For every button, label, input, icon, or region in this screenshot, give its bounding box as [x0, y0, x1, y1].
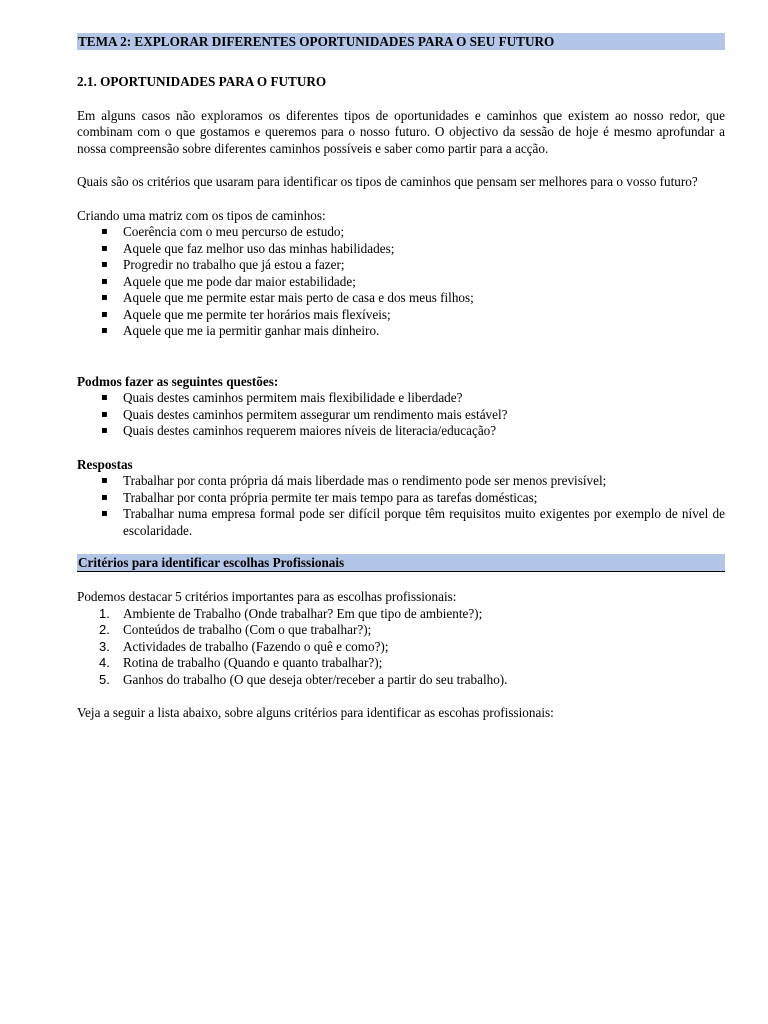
list-item-text: Trabalhar numa empresa formal pode ser difícil porque têm requisitos muito exigentes por exemplo de nível de escolaridade.: [123, 506, 725, 538]
list-item-text: Quais destes caminhos requerem maiores níveis de literacia/educação?: [123, 423, 497, 438]
answers-list: [77, 473, 725, 539]
criteria-intro: Podemos destacar 5 critérios importantes para as escolhas profissionais:: [77, 589, 457, 604]
list-number: 4.: [99, 655, 110, 670]
list-item: [77, 506, 725, 539]
bullet-icon: ▪: [101, 242, 108, 254]
bullet-icon: ▪: [101, 475, 108, 486]
list-item-text: Progredir no trabalho que já estou a fazer;: [123, 257, 345, 272]
list-item-text: Coerência com o meu percurso de estudo;: [123, 224, 345, 239]
list-item: [77, 323, 725, 340]
list-item: [77, 257, 725, 274]
list-item-text: Rotina de trabalho (Quando e quanto trabalhar?);: [123, 655, 383, 670]
bullet-icon: ▪: [101, 325, 108, 336]
bullet-icon: ▪: [101, 292, 108, 303]
list-item-text: Trabalhar por conta própria dá mais liberdade mas o rendimento pode ser menos previsível;: [123, 473, 607, 488]
questions-heading: Podmos fazer as seguintes questões:: [77, 373, 279, 389]
list-item-text: Aquele que faz melhor uso das minhas habilidades;: [123, 240, 395, 256]
list-item-text: Quais destes caminhos permitem mais flexibilidade e liberdade?: [123, 390, 463, 405]
list-number: 3.: [99, 638, 110, 654]
list-item-text: Conteúdos de trabalho (Com o que trabalhar?);: [123, 622, 372, 637]
bullet-icon: ▪: [101, 259, 108, 270]
list-item-text: Aquele que me ia permitir ganhar mais dinheiro.: [123, 323, 380, 338]
bullet-icon: ▪: [101, 491, 108, 503]
list-item: [77, 290, 725, 307]
section-heading: 2.1. OPORTUNIDADES PARA O FUTURO: [77, 74, 327, 89]
list-item-text: Actividades de trabalho (Fazendo o quê e como?);: [123, 638, 389, 654]
list-item: [77, 307, 725, 324]
bullet-icon: ▪: [101, 275, 108, 287]
list-number: 2.: [99, 622, 110, 637]
list-item-text: Quais destes caminhos permitem assegurar um rendimento mais estável?: [123, 406, 508, 422]
list-number: 1.: [99, 605, 110, 621]
intro-paragraph: Em alguns casos não exploramos os diferentes tipos de oportunidades e caminhos que existem ao nosso redor, que combinam com o que gostamos e queremos para o nosso futuro. O objectivo da sessão de hoje é mesmo aprofundar a nossa compreensão sobre diferentes caminhos possíveis e saber como partir para a acção.: [77, 107, 725, 156]
list-item-text: Aquele que me permite estar mais perto de casa e dos meus filhos;: [123, 290, 474, 305]
bullet-icon: ▪: [101, 226, 108, 237]
matrix-list: [77, 224, 725, 340]
criteria-question: Quais são os critérios que usaram para identificar os tipos de caminhos que pensam ser melhores para o vosso futuro?: [77, 174, 698, 189]
criteria-list: [77, 606, 725, 689]
list-item: [77, 423, 725, 440]
list-item: [77, 407, 725, 424]
criteria-title-band: [77, 554, 725, 572]
list-item: [77, 672, 725, 689]
list-item-text: Aquele que me pode dar maior estabilidade;: [123, 273, 356, 289]
bullet-icon: ▪: [101, 425, 108, 436]
bullet-icon: ▪: [101, 308, 108, 320]
list-item: [77, 490, 725, 507]
list-item-text: Trabalhar por conta própria permite ter mais tempo para as tarefas domésticas;: [123, 489, 538, 505]
document-page: [77, 33, 725, 722]
list-item: [77, 274, 725, 291]
list-number: 5.: [99, 671, 110, 687]
criteria-title: Critérios para identificar escolhas Profissionais: [78, 555, 345, 570]
answers-heading: Respostas: [77, 456, 133, 472]
questions-list: [77, 390, 725, 440]
list-item-text: Aquele que me permite ter horários mais flexíveis;: [123, 306, 391, 322]
bullet-icon: ▪: [101, 392, 108, 403]
list-item: [77, 241, 725, 258]
list-item: [77, 622, 725, 639]
bullet-icon: ▪: [101, 408, 108, 420]
list-item: [77, 224, 725, 241]
list-item-text: Ambiente de Trabalho (Onde trabalhar? Em que tipo de ambiente?);: [123, 605, 483, 621]
list-item: [77, 639, 725, 656]
closing-paragraph: Veja a seguir a lista abaixo, sobre alguns critérios para identificar as escohas profissionais:: [77, 705, 554, 720]
topic-title: TEMA 2: EXPLORAR DIFERENTES OPORTUNIDADES PARA O SEU FUTURO: [78, 34, 555, 49]
list-item: [77, 655, 725, 672]
topic-title-band: [77, 33, 725, 50]
list-item: [77, 473, 725, 490]
list-item-text: Ganhos do trabalho (O que deseja obter/receber a partir do seu trabalho).: [123, 671, 508, 687]
matrix-intro: Criando uma matriz com os tipos de caminhos:: [77, 207, 326, 223]
bullet-icon: ▪: [101, 508, 108, 519]
list-item: [77, 390, 725, 407]
list-item: [77, 606, 725, 623]
